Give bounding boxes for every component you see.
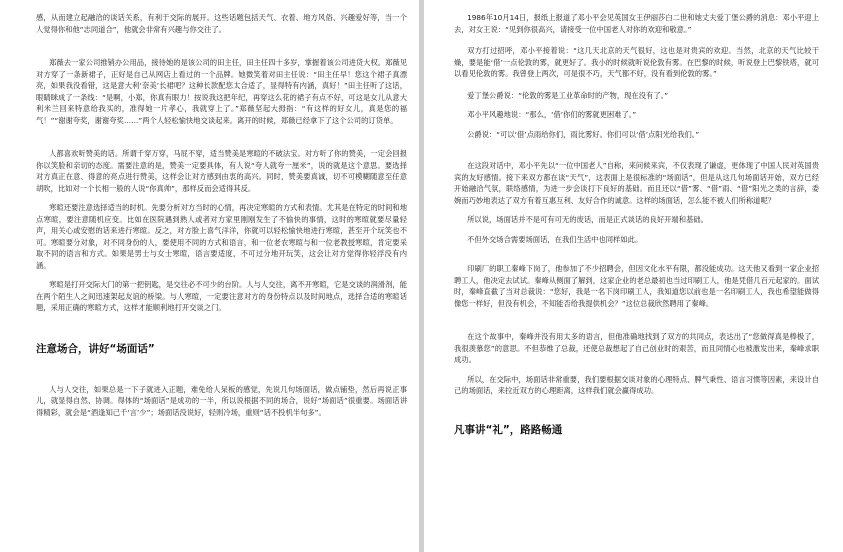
paragraph: 寒暄还要注意选择适当的时机。先要分析对方当时的心情，再决定寒暄的方式和表情。尤其是在特定的时间和地点寒暄，要注意随机应变。比如在医院遇到熟人或者对方家里刚刚发生了不愉快的事情，这时的寒暄就要尽量轻声，用关心或安慰的话来进行寒暄。反之，对方脸上喜气洋洋，你就可以轻松愉快地进行寒暄，甚至开个玩笑也不可。寒暄要分对象，对不同身份的人，要使用不同的方式和语言，和一位老农寒暄与和一位老教授寒暄，肯定要采取不同的语言和方式。如果是男士与女士寒暄，语言要适度，不可过分地开玩笑，这会让对方觉得你轻浮没有内涵。 bbox=[36, 203, 407, 270]
paragraph: 所以，在交际中，场面话非常重要，我们要根据交谈对象的心理特点、脾气秉性、语言习惯等因素，来设计自己的场面话，来拉近双方的心理距离，这样我们就会赢得成功。 bbox=[454, 374, 819, 395]
paragraph: 郑薇去一家公司推销办公用品，接待她的是该公司的田主任，田主任四十多岁，掌握着该公司进货大权。郑薇见对方穿了一条新裙子，正好是自己从网店上看过的一个品牌。她微笑着对田主任说：“田主任早！您这个裙子真漂亮，如果我没看错，这是意大利‘奈美’长裙吧？这种长款配您太合适了，显得特有内涵，真好！”田主任听了这话，眼睛眯成了一条线：“是啊，小郑，你真有眼力！按说我这把年纪，再穿这么花的裙子有点不好，可这是女儿从意大利米兰回来特意给我买的，准得她一片孝心，我就穿上了。”郑薇坚起大拇指：“有这样的好女儿，真是您的福气！”“谢谢夸奖，谢谢夸奖……”两个人轻松愉快地交谈起来。离开的时候，郑薇已经拿下了这个公司的订货单。 bbox=[36, 58, 407, 125]
paragraph: 1986年10月14日，报纸上报道了邓小平会见英国女王伊丽莎白二世和她丈夫爱丁堡公爵的消息：邓小平迎上去，对女王说：“见到你很高兴，请接受一位中国老人对你的欢迎和敬意。” bbox=[454, 13, 819, 34]
paragraph: 邓小平风趣地说：“那么，‘借’你们的雾就更困难了。” bbox=[467, 110, 637, 119]
paragraph: 感，从而建立起融洽的谈话关系，有利于交际的展开。这些话题包括天气、衣着、地方风俗、兴趣爱好等，当一个人觉得你和他“志同道合”，他就会非常有兴趣与你交往了。 bbox=[36, 13, 407, 34]
paragraph: 双方打过招呼，邓小平接着说：“这几天北京的天气很好，这也是对贵宾的欢迎。当然，北京的天气比较干燥，要是能‘借’一点伦敦的雾，就更好了。我小的时候就听说伦敦有雾。在巴黎的时候，听说登上巴黎铁塔，就可以看见伦敦的雾。我曾登上两次，可是很不巧，天气都不好，没有看到伦敦的雾。” bbox=[454, 46, 819, 78]
section-heading: 凡事讲“礼”，路路畅通 bbox=[454, 423, 563, 436]
paragraph: 在这个故事中，秦峰并没有用太多的语言，但他准确地找到了双方的共同点，表达出了“您做得真是棒极了，我很羡慕您”的意思。不但恭维了总裁，还使总裁想起了自己创业时的艰苦，而且同情心也被激发出来，秦峰求职成功。 bbox=[454, 332, 819, 364]
left-page bbox=[0, 0, 419, 552]
paragraph: 印刷厂的职工秦峰下岗了，他参加了不少招聘会，但因文化水平有限，都没能成功。这天他又看到一家企业招聘工人，他决定去试试。秦峰从侧面了解到，这家企业的老总最初也当过印刷工人，他是凭借几百元起家的。面试时，秦峰直截了当对总裁说：“您好，我是一名下岗印刷工人，我知道您以前也是一名印刷工人，我也希望能做得像您一样好，但没有机会，不知能否给我提供机会？”这位总裁欣然聘用了秦峰。 bbox=[454, 264, 819, 308]
paragraph: 在这段对话中，邓小平先以“一位中国老人”自称，来问候来宾，不仅表现了谦虚，更体现了中国人民对英国贵宾的友好感情。接下来双方都在谈“天气”，这表面上是很标准的“场面话”，但是从这几句场面话开始，双方已经开始融洽气氛，联络感情，为进一步会谈打下良好的基础。而且还以“借”雾、“借”雨、“借”阳光之类的言辞，委婉而巧妙地表达了双方有着互惠互利、友好合作的诚意。这样的场面话，怎么能不被人们所称道呢？ bbox=[454, 161, 819, 205]
paragraph: 人与人交往，如果总是一下子就进入正题，难免给人呆板的感觉，先说几句场面话，做点铺垫，然后再说正事儿，就显得自然、协调。得体的“场面话”是成功的一半，所以说根据不同的场合，说好“场面话”很重要。场面话讲得精彩，就会是“酒逢知己千‘言’少”；场面话没说好，轻则冷场，重则“话不投机半句多”。 bbox=[36, 384, 407, 417]
right-page bbox=[424, 0, 843, 552]
paragraph: 公爵说：“可以‘借’点雨给你们，雨比雾好。你们可以‘借’点阳光给我们。” bbox=[467, 129, 700, 139]
paragraph: 人都喜欢听赞美的话。所谓千穿万穿，马屁不穿，适当赞美是寒暄的不破法宝。对方听了你的赞美，一定会回报你以笑脸和亲切的态度。需要注意的是，赞美一定要具体，有人说“夸人就夸一厘米”，说的就是这个意思。要选择对方真正在意、得意的亮点进行赞美，这样会让对方感到由衷的高兴。同时，赞美要真诚，切不可模糊随意至任意胡吹，比如对一个长相一般的人说“你真帅”，那样反而会适得其反。 bbox=[36, 149, 407, 193]
section-heading: 注意场合，讲好“场面话” bbox=[36, 342, 155, 355]
paragraph: 爱丁堡公爵说：“伦敦的雾是工业革命时的产物，现在没有了。” bbox=[467, 90, 669, 100]
paragraph: 寒暄是打开交际大门的第一把钥匙，是交往必不可少的台阶。人与人交往，离不开寒暄，它是交谈的润滑剂，能在两个陌生人之间迅速架起友谊的桥梁。与人寒暄，一定要注意对方的身份特点以及时间地点，选择合适的寒暄话题，采用正确的寒暄方式，这样才能顺利地打开交谈之门。 bbox=[36, 280, 407, 312]
paragraph: 不但外交场合需要场面话，在我们生活中也同样如此。 bbox=[467, 234, 643, 244]
paragraph: 所以说，场面话并不是可有可无的废话，而是正式谈话的良好开端和基础。 bbox=[467, 215, 708, 224]
